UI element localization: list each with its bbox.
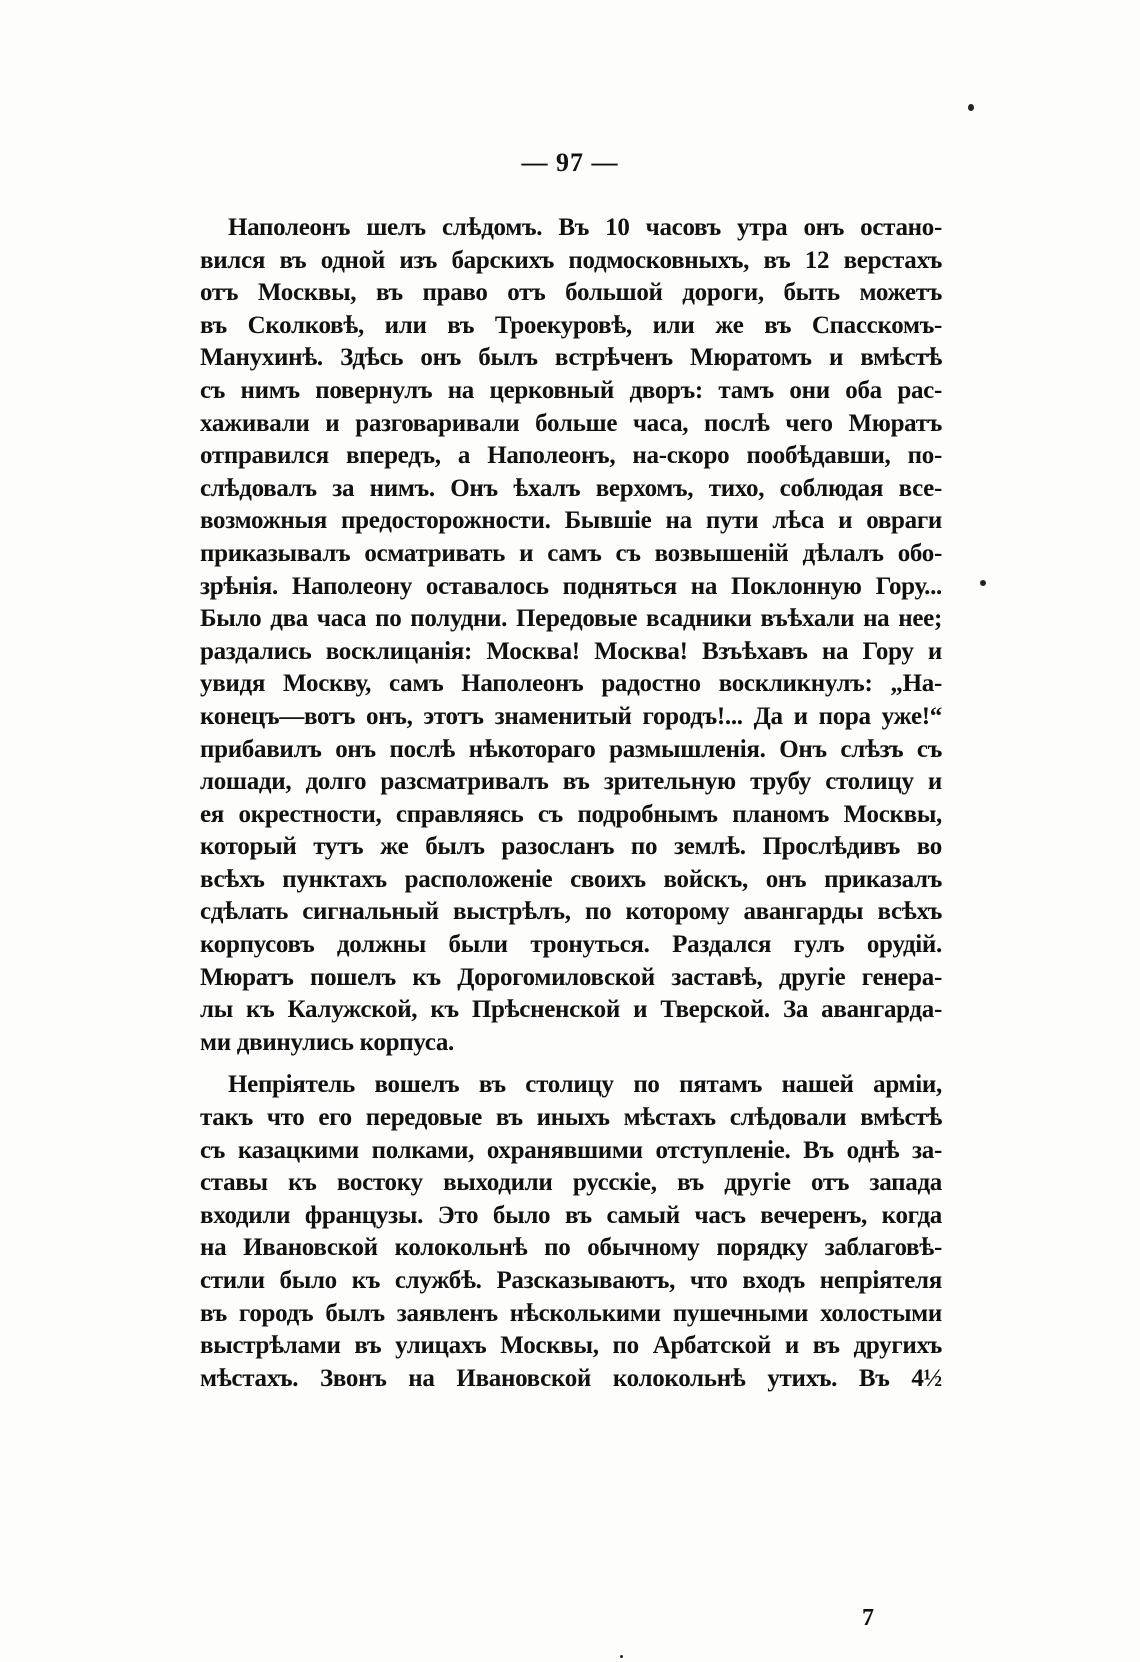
text-line: мѣстахъ. Звонъ на Ивановской колокольнѣ утихъ. Въ 4½ bbox=[200, 1364, 942, 1392]
text-line: Непріятель вошелъ въ столицу по пятамъ нашей арміи, bbox=[228, 1071, 942, 1099]
text-line: съ казацкими полками, охранявшими отступленіе. Въ однѣ за- bbox=[200, 1136, 942, 1164]
paragraph-1 bbox=[200, 212, 942, 1059]
signature-mark: 7 bbox=[862, 1605, 874, 1631]
text-line: прибавилъ онъ послѣ нѣкотораго размышленія. Онъ слѣзъ съ bbox=[200, 735, 942, 763]
text-line: приказывалъ осматривать и самъ съ возвышеній дѣлалъ обо- bbox=[200, 539, 942, 567]
text-line: раздались восклицанія: Москва! Москва! Взъѣхавъ на Гору и bbox=[200, 637, 942, 665]
text-line: отправился впередъ, а Наполеонъ, на-скоро пообѣдавши, по- bbox=[200, 442, 942, 470]
text-line: сдѣлать сигнальный выстрѣлъ, по которому авангарды всѣхъ bbox=[200, 898, 942, 926]
page-number: — 97 — bbox=[521, 148, 619, 177]
text-line: хаживали и разговаривали больше часа, послѣ чего Мюратъ bbox=[200, 409, 942, 437]
ink-speck bbox=[620, 1655, 623, 1658]
ink-speck bbox=[980, 580, 986, 586]
paragraph-gap bbox=[200, 1059, 942, 1069]
text-line: отъ Москвы, въ право отъ большой дороги, быть можетъ bbox=[200, 279, 942, 307]
paragraph-2 bbox=[200, 1069, 942, 1395]
text-line: лы къ Калужской, къ Прѣсненской и Тверской. За авангарда- bbox=[200, 996, 942, 1024]
text-line: выстрѣлами въ улицахъ Москвы, по Арбатской и въ другихъ bbox=[200, 1332, 942, 1360]
text-line: корпусовъ должны были тронуться. Раздался гулъ орудій. bbox=[200, 931, 942, 959]
text-line: въ Сколковѣ, или въ Троекуровѣ, или же въ Спасскомъ- bbox=[200, 311, 942, 339]
text-line: который тутъ же былъ разосланъ по землѣ. Прослѣдивъ во bbox=[200, 833, 942, 861]
text-line: ея окрестности, справляясь съ подробнымъ планомъ Москвы, bbox=[200, 800, 942, 828]
ink-speck bbox=[968, 104, 974, 111]
text-line: въ городъ былъ заявленъ нѣсколькими пушечными холостыми bbox=[200, 1299, 942, 1327]
text-line: Мюратъ пошелъ къ Дорогомиловской заставѣ, другіе генера- bbox=[200, 963, 942, 991]
text-line: стили было къ службѣ. Разсказываютъ, что входъ непріятеля bbox=[200, 1267, 942, 1294]
text-line: входили французы. Это было въ самый часъ вечеренъ, когда bbox=[200, 1201, 942, 1229]
text-line: всѣхъ пунктахъ расположеніе своихъ войскъ, онъ приказалъ bbox=[200, 865, 942, 893]
text-line: такъ что его передовые въ иныхъ мѣстахъ слѣдовали вмѣстѣ bbox=[200, 1104, 942, 1132]
text-line: вился въ одной изъ барскихъ подмосковныхъ, въ 12 верстахъ bbox=[200, 246, 942, 274]
text-line: слѣдовалъ за нимъ. Онъ ѣхалъ верхомъ, тихо, соблюдая все- bbox=[200, 474, 942, 502]
text-line: ставы къ востоку выходили русскіе, въ другіе отъ запада bbox=[200, 1169, 942, 1197]
text-line: зрѣнія. Наполеону оставалось подняться на Поклонную Гору... bbox=[200, 572, 942, 600]
body-text bbox=[200, 212, 942, 1395]
text-line: на Ивановской колокольнѣ по обычному порядку заблаговѣ- bbox=[200, 1234, 942, 1262]
text-line: Было два часа по полудни. Передовые всадники въѣхали на нее; bbox=[200, 605, 942, 633]
text-line: конецъ—вотъ онъ, этотъ знаменитый городъ!... Да и пора уже!“ bbox=[200, 702, 942, 730]
text-line: съ нимъ повернулъ на церковный дворъ: тамъ они оба рас- bbox=[200, 376, 942, 404]
text-line: ми двинулись корпуса. bbox=[200, 1028, 454, 1056]
text-line: Наполеонъ шелъ слѣдомъ. Въ 10 часовъ утра онъ остано- bbox=[228, 214, 942, 241]
text-line: увидя Москву, самъ Наполеонъ радостно воскликнулъ: „На- bbox=[200, 670, 942, 698]
text-line: возможныя предосторожности. Бывшіе на пути лѣса и овраги bbox=[200, 507, 942, 535]
text-line: Манухинѣ. Здѣсь онъ былъ встрѣченъ Мюратомъ и вмѣстѣ bbox=[200, 344, 942, 372]
text-line: лошади, долго разсматривалъ въ зрительную трубу столицу и bbox=[200, 768, 942, 796]
